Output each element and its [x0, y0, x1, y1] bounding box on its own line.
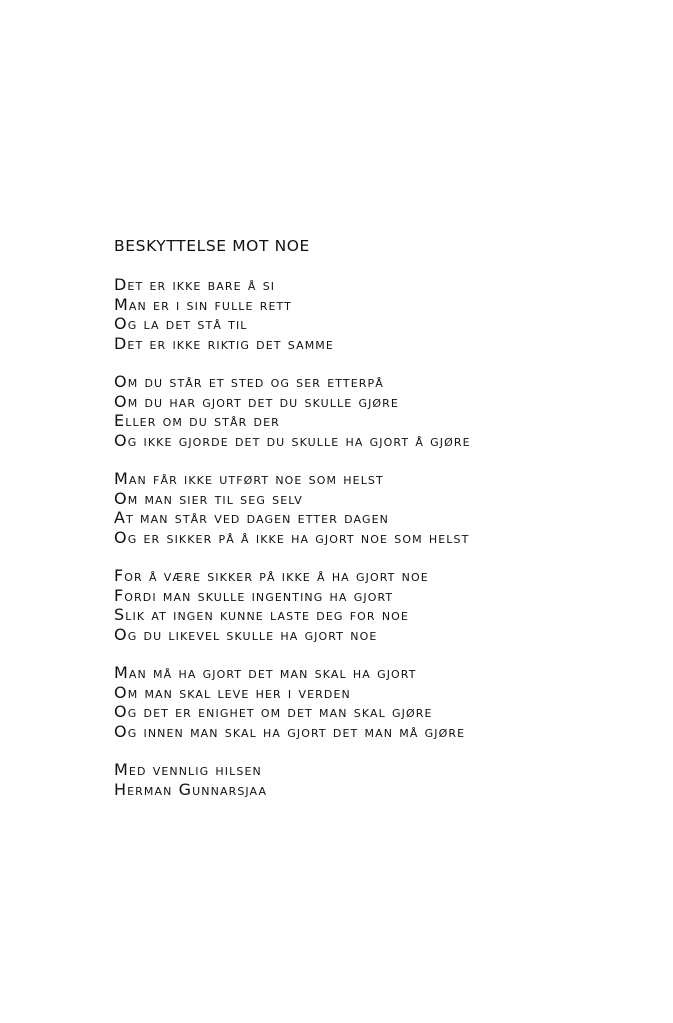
- poem-line: Og la det stå til: [114, 314, 248, 333]
- signature-closing: Med vennlig hilsen: [114, 760, 262, 779]
- stanza-4: [114, 566, 659, 644]
- poem-line: Og det er enighet om det man skal gjøre: [114, 702, 433, 721]
- poem-line: Og ikke gjorde det du skulle ha gjort å gjøre: [114, 430, 471, 450]
- poem-line: Man er i sin fulle rett: [114, 294, 293, 314]
- poem-line: Man må ha gjort det man skal ha gjort: [114, 663, 417, 682]
- stanza-3: [114, 469, 659, 547]
- signature-block: [114, 760, 659, 799]
- poem-line: Og er sikker på å ikke ha gjort noe som helst: [114, 527, 470, 547]
- poem-line: Om du har gjort det du skulle gjøre: [114, 391, 399, 411]
- poem-line: Eller om du står der: [114, 411, 280, 430]
- poem-line: Det er ikke bare å si: [114, 275, 276, 294]
- poem-line: Fordi man skulle ingenting ha gjort: [114, 585, 394, 605]
- poem-line: Om du står et sted og ser etterpå: [114, 372, 384, 391]
- stanza-5: [114, 663, 659, 741]
- poem-line: Man får ikke utført noe som helst: [114, 469, 384, 488]
- poem-line: For å være sikker på ikke å ha gjort noe: [114, 566, 429, 585]
- poem-line: At man står ved dagen etter dagen: [114, 508, 389, 527]
- poem: [114, 236, 659, 799]
- stanza-2: [114, 372, 659, 450]
- stanza-1: [114, 275, 659, 353]
- poem-line: Og innen man skal ha gjort det man må gjøre: [114, 721, 466, 741]
- poem-line: Om man sier til seg selv: [114, 488, 303, 508]
- poem-line: Og du likevel skulle ha gjort noe: [114, 624, 378, 644]
- poem-line: Om man skal leve her i verden: [114, 682, 351, 702]
- poem-title: BESKYTTELSE MOT NOE: [114, 237, 310, 255]
- poem-line: Det er ikke riktig det samme: [114, 333, 334, 353]
- poem-line: Slik at ingen kunne laste deg for noe: [114, 605, 409, 624]
- signature-author: Herman Gunnarsjaa: [114, 779, 268, 799]
